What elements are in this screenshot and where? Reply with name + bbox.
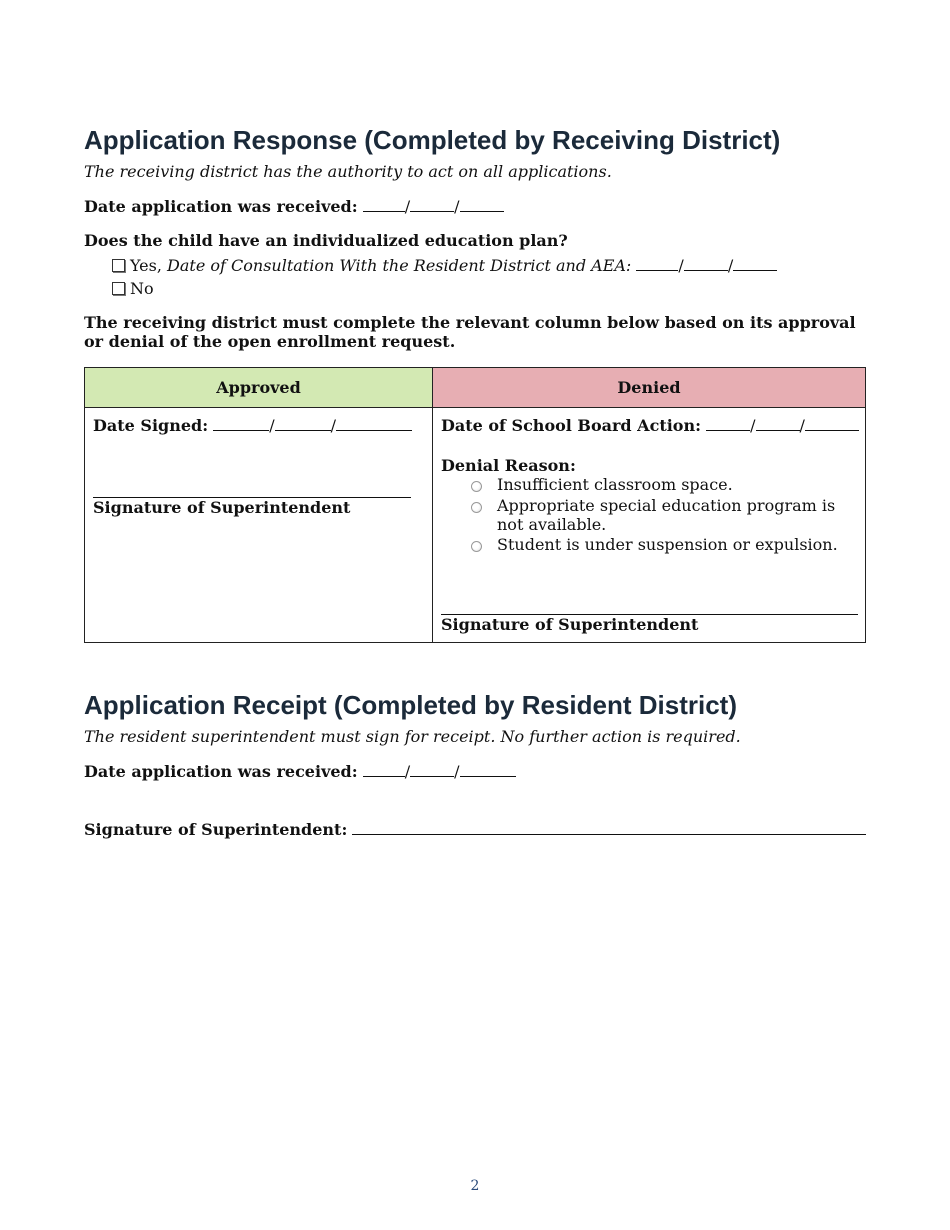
radio-icon[interactable] bbox=[471, 541, 482, 552]
board-action-label: Date of School Board Action: bbox=[441, 416, 702, 435]
receipt-month-blank[interactable] bbox=[363, 762, 405, 777]
receipt-signature-line[interactable] bbox=[352, 820, 866, 835]
consult-day-blank[interactable] bbox=[684, 256, 728, 271]
checkbox-icon[interactable] bbox=[112, 282, 125, 295]
board-day-blank[interactable] bbox=[756, 416, 800, 431]
denied-signature-label: Signature of Superintendent bbox=[441, 615, 699, 634]
no-label: No bbox=[130, 279, 154, 298]
signed-year-blank[interactable] bbox=[336, 416, 412, 431]
denial-reason-text: Student is under suspension or expulsion. bbox=[497, 534, 838, 554]
receipt-date-row: Date application was received: / / bbox=[84, 762, 516, 782]
iep-no-option[interactable] bbox=[84, 277, 154, 300]
response-date-label: Date application was received: bbox=[84, 197, 358, 216]
month-blank[interactable] bbox=[363, 197, 405, 212]
denial-reason-label: Denial Reason: bbox=[441, 456, 576, 475]
receipt-signature-row bbox=[84, 820, 866, 840]
yes-label: Yes, bbox=[130, 256, 162, 275]
board-year-blank[interactable] bbox=[805, 416, 859, 431]
receipt-signature-label: Signature of Superintendent: bbox=[84, 820, 348, 839]
day-blank[interactable] bbox=[410, 197, 454, 212]
denied-header: Denied bbox=[433, 368, 866, 408]
receipt-title: Application Receipt (Completed by Resident District) bbox=[84, 690, 737, 720]
signed-day-blank[interactable] bbox=[275, 416, 331, 431]
board-month-blank[interactable] bbox=[706, 416, 750, 431]
checkbox-icon[interactable] bbox=[112, 259, 125, 272]
radio-icon[interactable] bbox=[471, 502, 482, 513]
receipt-subtitle: The resident superintendent must sign for receipt. No further action is required. bbox=[84, 727, 741, 746]
instruction-text: The receiving district must complete the relevant column below based on its approval or denial of the open enrollment request. bbox=[84, 313, 856, 351]
consult-month-blank[interactable] bbox=[636, 256, 678, 271]
iep-question: Does the child have an individualized education plan? bbox=[84, 231, 568, 250]
response-date-row: Date application was received: / / bbox=[84, 197, 504, 217]
response-subtitle: The receiving district has the authority to act on all applications. bbox=[84, 162, 612, 181]
denial-reason-item[interactable] bbox=[441, 535, 861, 556]
year-blank[interactable] bbox=[460, 197, 504, 212]
denial-reason-list bbox=[441, 475, 861, 555]
response-title: Application Response (Completed by Receiving District) bbox=[84, 125, 781, 155]
board-action-row: Date of School Board Action: / / bbox=[441, 416, 859, 435]
receipt-date-label: Date application was received: bbox=[84, 762, 358, 781]
approved-signature-label: Signature of Superintendent bbox=[93, 498, 351, 517]
denial-reason-text: Insufficient classroom space. bbox=[497, 475, 733, 494]
consult-year-blank[interactable] bbox=[733, 256, 777, 271]
denial-reason-text: Appropriate special education program is not available. bbox=[497, 495, 836, 534]
radio-icon[interactable] bbox=[471, 481, 482, 492]
date-signed-label: Date Signed: bbox=[93, 416, 209, 435]
date-signed-row: Date Signed: / / bbox=[93, 416, 412, 435]
denial-reason-item[interactable] bbox=[441, 475, 861, 496]
signed-month-blank[interactable] bbox=[213, 416, 269, 431]
denied-cell bbox=[433, 408, 866, 643]
denial-reason-item[interactable] bbox=[441, 496, 861, 535]
approved-header: Approved bbox=[85, 368, 433, 408]
yes-detail: Date of Consultation With the Resident District and AEA: bbox=[167, 256, 632, 275]
iep-yes-option[interactable]: Yes, Date of Consultation With the Resident District and AEA: / / bbox=[84, 254, 777, 277]
approved-cell bbox=[85, 408, 433, 643]
decision-table bbox=[84, 367, 866, 643]
page-number: 2 bbox=[470, 1178, 480, 1194]
receipt-year-blank[interactable] bbox=[460, 762, 516, 777]
receipt-day-blank[interactable] bbox=[410, 762, 454, 777]
